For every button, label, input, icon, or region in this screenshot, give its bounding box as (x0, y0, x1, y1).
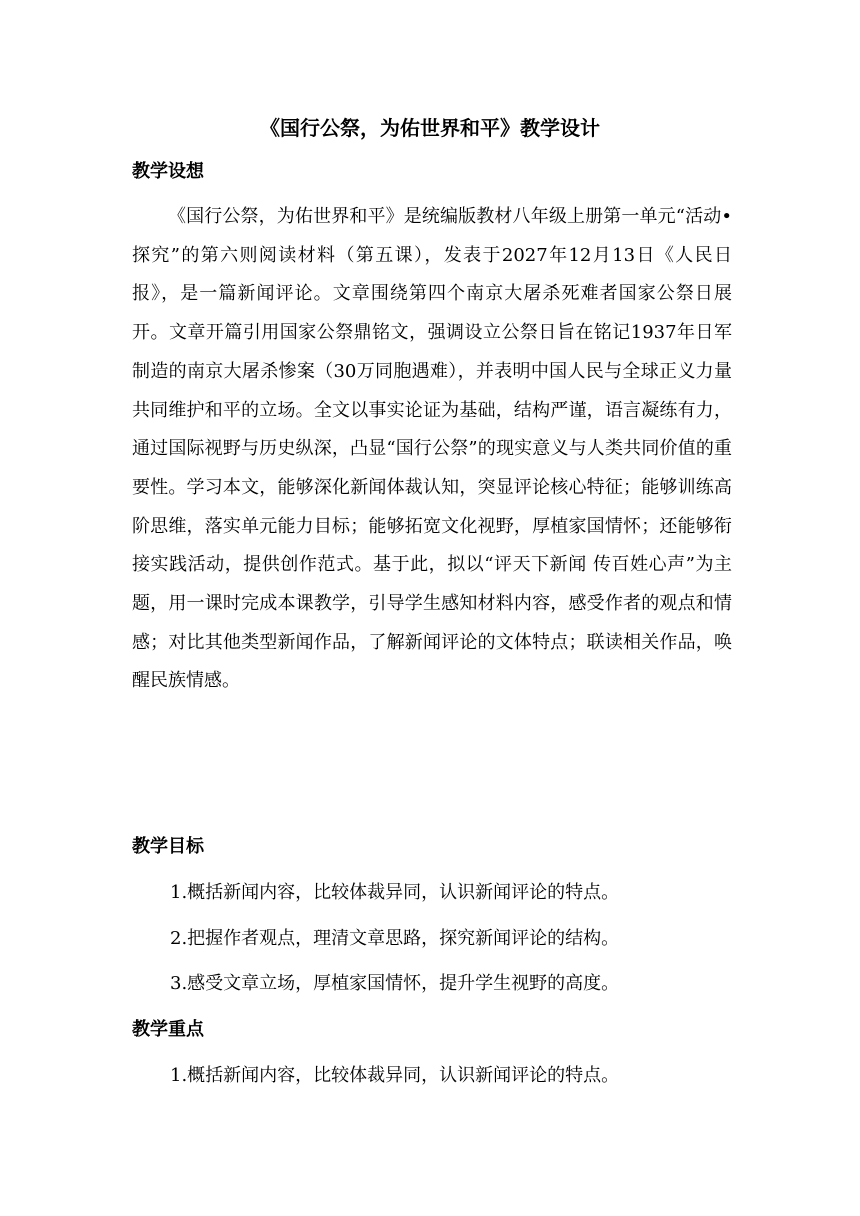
objective-item-2: 2.把握作者观点，理清文章思路，探究新闻评论的结构。 (170, 928, 620, 949)
document-title: 《国行公祭，为佑世界和平》教学设计 (260, 116, 600, 140)
section-heading-teaching-concept: 教学设想 (132, 161, 204, 182)
section-heading-teaching-focus: 教学重点 (132, 1019, 204, 1040)
teaching-concept-paragraph: 《国行公祭，为佑世界和平》是统编版教材八年级上册第一单元“活动•探究”的第六则阅读材料（第五课），发表于2027年12月13日《人民日报》，是一篇新闻评论。文章围绕第四个南京大屠杀死难者国家公祭日展开。文章开篇引用国家公祭鼎铭文，强调设立公祭日旨在铭记1937年日军制造的南京大屠杀惨案（30万同胞遇难），并表明中国人民与全球正义力量共同维护和平的立场。全文以事实论证为基础，结构严谨，语言凝练有力，通过国际视野与历史纵深，凸显“国行公祭”的现实意义与人类共同价值的重要性。学习本文，能够深化新闻体裁认知，突显评论核心特征；能够训练高阶思维，落实单元能力目标；能够拓宽文化视野，厚植家国情怀；还能够衔接实践活动，提供创作范式。基于此，拟以“评天下新闻 传百姓心声”为主题，用一课时完成本课教学，引导学生感知材料内容，感受作者的观点和情感；对比其他类型新闻作品，了解新闻评论的文体特点；联读相关作品，唤醒民族情感。 (132, 206, 732, 692)
objective-item-1: 1.概括新闻内容，比较体裁异同，认识新闻评论的特点。 (170, 882, 620, 903)
section-heading-teaching-objectives: 教学目标 (132, 836, 204, 857)
focus-item-1: 1.概括新闻内容，比较体裁异同，认识新闻评论的特点。 (170, 1065, 620, 1086)
objective-item-3: 3.感受文章立场，厚植家国情怀，提升学生视野的高度。 (170, 973, 620, 994)
